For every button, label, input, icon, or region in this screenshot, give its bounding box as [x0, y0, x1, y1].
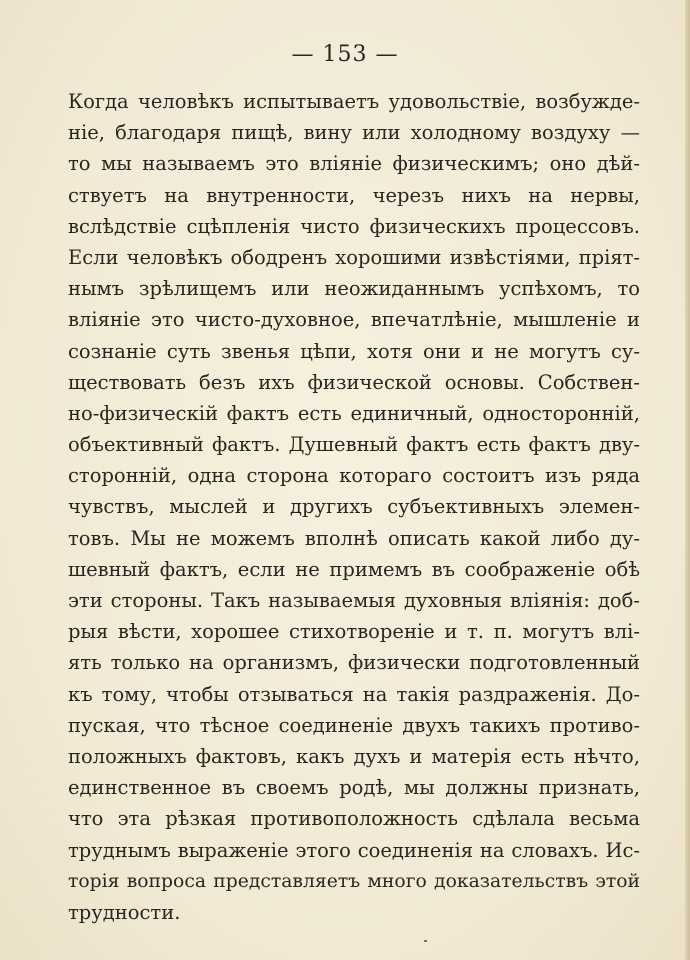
text-line: объективный фактъ. Душевный фактъ есть фактъ дву-: [68, 433, 640, 457]
text-line: то мы называемъ это вліяніе физическимъ; оно дѣй-: [68, 152, 640, 176]
text-line: сознаніе суть звенья цѣпи, хотя они и не могутъ су-: [68, 339, 640, 363]
text-line: рыя вѣсти, хорошее стихотвореніе и т. п. могутъ влі-: [68, 620, 640, 644]
text-line: но-физическій фактъ есть единичный, односторонній,: [68, 401, 640, 425]
text-line: Когда человѣкъ испытываетъ удовольствіе, возбужде-: [68, 90, 640, 113]
text-line: Если человѣкъ ободренъ хорошими извѣстіями, пріят-: [68, 245, 640, 269]
text-line-last: трудности.: [68, 900, 181, 924]
text-line: ніе, благодаря пищѣ, вину или холодному воздуху —: [68, 121, 640, 145]
text-line: ществовать безъ ихъ физической основы. Собствен-: [68, 370, 640, 394]
text-line: нымъ зрѣлищемъ или неожиданнымъ успѣхомъ, то: [68, 277, 640, 301]
text-line: сторонній, одна сторона котораго состоитъ изъ ряда: [68, 464, 640, 488]
text-line: ствуетъ на внутренности, черезъ нихъ на нервы,: [68, 183, 640, 207]
text-line: шевный фактъ, если не примемъ въ соображеніе обѣ: [68, 557, 640, 581]
text-line: эти стороны. Такъ называемыя духовныя вліянія: доб-: [68, 589, 640, 612]
text-line: труднымъ выраженіе этого соединенія на словахъ. Ис-: [68, 838, 640, 862]
text-line: чувствъ, мыслей и другихъ субъективныхъ элемен-: [68, 495, 640, 519]
text-line: положныхъ фактовъ, какъ духъ и матерія есть нѣчто,: [68, 744, 640, 768]
ink-speck: [424, 940, 427, 942]
body-text: [68, 86, 640, 928]
text-line: торія вопроса представляетъ много доказательствъ этой: [68, 870, 640, 892]
text-line: ять только на организмъ, физически подготовленный: [68, 651, 640, 675]
text-line: къ тому, чтобы отзываться на такія раздраженія. До-: [68, 682, 640, 706]
page-edge: [685, 0, 690, 960]
text-line: товъ. Мы не можемъ вполнѣ описать какой либо ду-: [68, 526, 640, 550]
text-line: вліяніе это чисто-духовное, впечатлѣніе, мышленіе и: [68, 308, 640, 332]
text-line: пуская, что тѣсное соединеніе двухъ такихъ противо-: [68, 713, 640, 737]
text-line: вслѣдствіе сцѣпленія чисто физическихъ процессовъ.: [68, 214, 640, 238]
text-line: единственное въ своемъ родѣ, мы должны признать,: [68, 776, 640, 800]
page-number: — 153 —: [291, 42, 399, 67]
text-line: что эта рѣзкая противоположность сдѣлала весьма: [68, 807, 640, 831]
